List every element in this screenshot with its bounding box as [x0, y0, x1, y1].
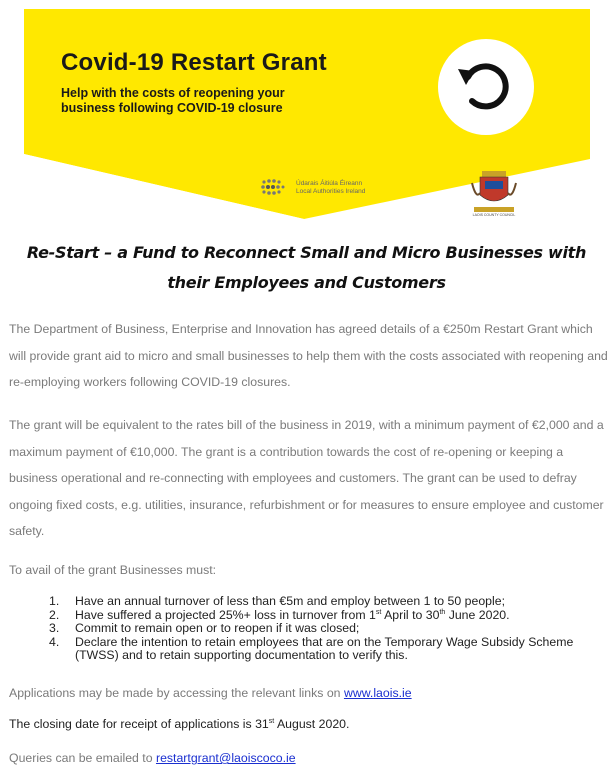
ordinal-suffix: st: [375, 608, 382, 616]
banner-title: Covid-19 Restart Grant: [61, 49, 327, 76]
laois-website-link[interactable]: www.laois.ie: [343, 686, 412, 700]
grant-details-paragraph: The grant will be equivalent to the rates bill of the business in 2019, with a minimum payment of €2,000 and a maximum payment of €10,000. The grant is a contribution towards the cost of re-opening or keeping a business operational and re-connecting with employees and customers. The grant can be used to defray ongoing fixed costs, e.g. utilities, insurance, refurbishment or for measures to ensure employee and customer safety.: [9, 418, 604, 538]
list-item: [49, 622, 589, 636]
closing-date-text-end: August 2020.: [274, 717, 350, 731]
closing-date-line: [9, 717, 349, 731]
list-text-part: June 2020.: [445, 607, 510, 622]
crest-label: LAOIS COUNTY COUNCIL: [472, 213, 516, 217]
lai-text-irish: Údarais Áitiúla Éireann: [296, 180, 363, 187]
laois-county-council-crest-icon: [468, 169, 520, 215]
list-item: [49, 636, 589, 663]
email-link[interactable]: restartgrant@laoiscoco.ie: [155, 751, 296, 765]
list-text: Have an annual turnover of less than €5m and employ between 1 to 50 people;: [75, 594, 505, 608]
local-authorities-ireland-logo: [260, 174, 390, 204]
applications-line: [9, 686, 412, 700]
restart-circle: [438, 39, 534, 135]
restart-icon: [438, 39, 534, 135]
banner-subtitle-line-1: Help with the costs of reopening your: [61, 86, 285, 100]
eligibility-list: [49, 595, 589, 663]
lai-dots-icon: [260, 178, 290, 198]
list-text: [75, 608, 510, 622]
list-number: 1.: [49, 594, 60, 608]
list-text-part: Have suffered a projected 25%+ loss in turnover from 1: [75, 607, 376, 622]
banner-subtitle: [61, 86, 285, 116]
banner-image: [24, 9, 590, 219]
list-number: 2.: [49, 607, 60, 622]
list-item: [49, 609, 589, 623]
applications-text: Applications may be made by accessing the relevant links on: [9, 686, 344, 700]
page-heading-line-2: their Employees and Customers: [167, 273, 446, 292]
eligibility-intro: To avail of the grant Businesses must:: [9, 563, 217, 577]
list-text: Commit to remain open or to reopen if it was closed;: [75, 621, 360, 635]
list-number: 4.: [49, 634, 60, 649]
page-heading-line-1: Re-Start – a Fund to Reconnect Small and Micro Businesses with: [26, 243, 587, 262]
closing-date-text: The closing date for receipt of applications is 31: [9, 717, 269, 731]
list-text: Declare the intention to retain employees that are on the Temporary Wage Subsidy Scheme (TWSS) and to retain supporting documentation to verify this.: [75, 634, 574, 662]
list-text-part: April to 30: [381, 607, 440, 622]
lai-text: [296, 180, 365, 196]
list-item: [49, 595, 589, 609]
ordinal-suffix: st: [268, 717, 275, 725]
ordinal-suffix: th: [439, 608, 446, 616]
page-heading: [10, 238, 603, 298]
intro-paragraph: The Department of Business, Enterprise and Innovation has agreed details of a €250m Restart Grant which will provide grant aid to micro and small businesses to help them with the costs associated with reopening and re-employing workers following COVID-19 closures.: [9, 322, 608, 389]
queries-text: Queries can be emailed to: [9, 751, 156, 765]
banner-subtitle-line-2: business following COVID-19 closure: [61, 101, 283, 115]
queries-line: [9, 751, 296, 765]
list-number: 3.: [49, 621, 60, 635]
lai-text-english: Local Authorities Ireland: [296, 188, 366, 195]
